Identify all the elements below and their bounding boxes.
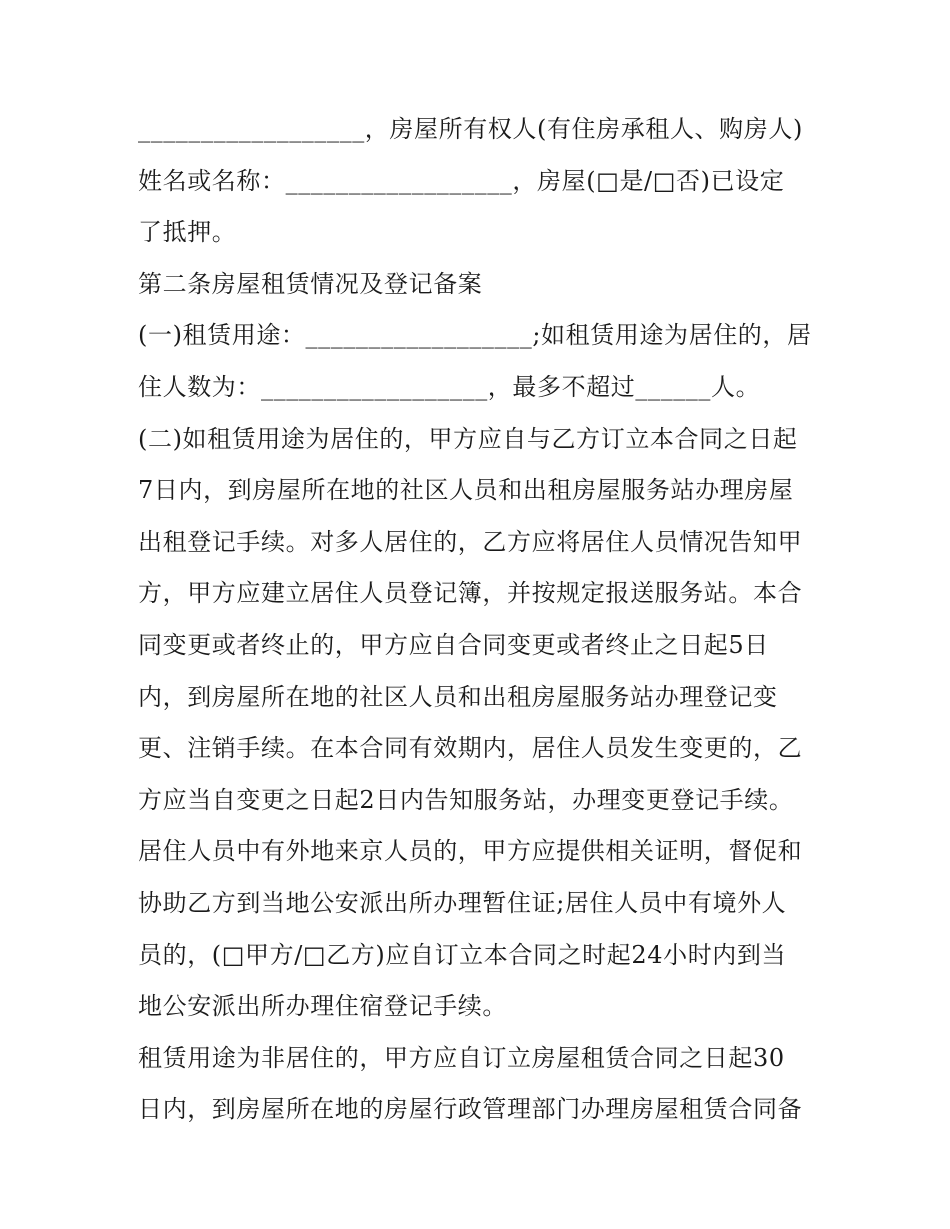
text-line: 更、注销手续。在本合同有效期内，居住人员发生变更的，乙 — [138, 734, 803, 763]
text-line: 方，甲方应建立居住人员登记簿，并按规定报送服务站。本合 — [138, 579, 803, 608]
text-line: (二)如租赁用途为居住的，甲方应自与乙方订立本合同之日起 — [138, 424, 798, 453]
text-line: 员的，(□甲方/□乙方)应自订立本合同之时起24小时内到当 — [138, 940, 787, 969]
section-heading: 第二条房屋租赁情况及登记备案 — [138, 269, 483, 298]
text-line: 了抵押。 — [138, 218, 237, 247]
text-line: 方应当自变更之日起2日内告知服务站，办理变更登记手续。 — [138, 785, 794, 814]
text-line: 7日内，到房屋所在地的社区人员和出租房屋服务站办理房屋 — [138, 476, 794, 505]
text-line: 地公安派出所办理住宿登记手续。 — [138, 992, 507, 1021]
text-line: 出租登记手续。对多人居住的，乙方应将居住人员情况告知甲 — [138, 527, 803, 556]
text-line: 内，到房屋所在地的社区人员和出租房屋服务站办理登记变 — [138, 682, 778, 711]
text-line: 住人数为：__________________，最多不超过______人。 — [138, 372, 761, 401]
text-line: __________________，房屋所有权人(有住房承租人、购房人) — [138, 115, 803, 143]
text-line: 租赁用途为非居住的，甲方应自订立房屋租赁合同之日起30 — [138, 1043, 785, 1072]
text-line: 日内，到房屋所在地的房屋行政管理部门办理房屋租赁合同备 — [138, 1095, 803, 1124]
text-line: 协助乙方到当地公安派出所办理暂住证;居住人员中有境外人 — [138, 888, 787, 917]
text-line: (一)租赁用途：__________________;如租赁用途为居住的，居 — [138, 321, 812, 350]
text-line: 姓名或名称：__________________，房屋(□是/□否)已设定 — [138, 166, 785, 195]
contract-body — [138, 104, 818, 1136]
text-line: 同变更或者终止的，甲方应自合同变更或者终止之日起5日 — [138, 630, 769, 659]
text-line: 居住人员中有外地来京人员的，甲方应提供相关证明，督促和 — [138, 837, 803, 866]
